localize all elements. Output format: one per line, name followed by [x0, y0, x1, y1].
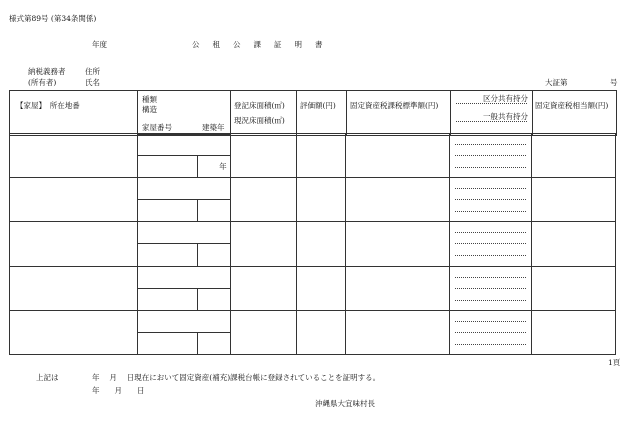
build-year-cell[interactable] — [197, 288, 230, 310]
fiscal-year-label: 年度 — [92, 40, 107, 49]
document-title — [192, 40, 336, 49]
property-table — [9, 90, 617, 136]
header-floor-area: 登記床面積(㎡) 現況床面積(㎡) — [231, 91, 297, 136]
page-number: 1頁 — [608, 358, 621, 367]
tax-base-cell[interactable] — [346, 310, 450, 354]
owner-label: (所有者) — [28, 78, 57, 87]
location-cell[interactable] — [10, 310, 138, 354]
type-structure-cell[interactable] — [137, 310, 230, 332]
floor-area-cell[interactable] — [230, 266, 296, 310]
header-house-location: 【家屋】 所在地番 — [10, 91, 138, 136]
share-cell[interactable] — [450, 310, 532, 354]
share-cell[interactable] — [450, 222, 532, 266]
location-cell[interactable] — [10, 134, 138, 178]
tax-amount-cell[interactable] — [532, 222, 616, 266]
header-tax-amount: 固定資産税相当額(円) — [533, 91, 617, 136]
tax-amount-cell[interactable] — [532, 266, 616, 310]
house-number-cell[interactable] — [137, 200, 197, 222]
house-number-cell[interactable] — [137, 288, 197, 310]
tax-base-cell[interactable] — [346, 134, 450, 178]
statement-text: 年 月 日現在において固定資産(補充)課税台帳に登録されていることを証明する。 — [92, 373, 381, 382]
form-number: 様式第89号 (第34条関係) — [9, 14, 97, 23]
certificate-number-suffix: 号 — [610, 78, 618, 87]
data-rows — [9, 134, 616, 355]
assessed-value-cell[interactable] — [296, 178, 346, 222]
assessed-value-cell[interactable] — [296, 310, 346, 354]
tax-amount-cell[interactable] — [532, 178, 616, 222]
floor-area-cell[interactable] — [230, 134, 296, 178]
house-number-cell[interactable] — [137, 244, 197, 266]
share-cell[interactable] — [450, 178, 532, 222]
issue-date: 年 月 日 — [92, 386, 145, 395]
build-year-cell[interactable] — [197, 244, 230, 266]
share-cell[interactable] — [450, 134, 532, 178]
title-char: 公 — [192, 40, 200, 49]
tax-amount-cell[interactable] — [532, 310, 616, 354]
floor-area-cell[interactable] — [230, 178, 296, 222]
tax-amount-cell[interactable] — [532, 134, 616, 178]
statement-label: 上記は — [36, 373, 59, 382]
assessed-value-cell[interactable] — [296, 222, 346, 266]
header-house-number: 家屋番号 — [138, 135, 198, 136]
title-char: 租 — [212, 40, 220, 49]
build-year-cell[interactable] — [197, 156, 230, 178]
header-assessed-value: 評価額(円) — [297, 91, 347, 136]
tax-base-cell[interactable] — [346, 266, 450, 310]
share-cell[interactable] — [450, 266, 532, 310]
house-number-cell[interactable] — [137, 156, 197, 178]
taxpayer-label: 納税義務者 — [28, 67, 66, 76]
assessed-value-cell[interactable] — [296, 134, 346, 178]
location-cell[interactable] — [10, 222, 138, 266]
header-share-portion: 区分共有持分 一般共有持分 — [451, 91, 533, 136]
header-tax-base: 固定資産税課税標準額(円) — [347, 91, 451, 136]
taxpayer-name-label: 氏名 — [85, 78, 100, 87]
house-number-cell[interactable] — [137, 332, 197, 354]
tax-base-cell[interactable] — [346, 222, 450, 266]
build-year-cell[interactable] — [197, 332, 230, 354]
title-char: 書 — [315, 40, 323, 49]
header-build-year: 建築年 — [198, 135, 231, 136]
title-char: 証 — [274, 40, 282, 49]
header-type-structure: 種類 構造 — [138, 91, 231, 135]
type-structure-cell[interactable] — [137, 222, 230, 244]
certificate-number-prefix: 大証第 — [545, 78, 568, 87]
type-structure-cell[interactable] — [137, 266, 230, 288]
issuer-name: 沖縄県大宜味村長 — [315, 399, 375, 408]
title-char: 明 — [294, 40, 302, 49]
title-char: 課 — [253, 40, 261, 49]
taxpayer-address-label: 住所 — [85, 67, 100, 76]
assessed-value-cell[interactable] — [296, 266, 346, 310]
location-cell[interactable] — [10, 178, 138, 222]
build-year-cell[interactable] — [197, 200, 230, 222]
title-char: 公 — [233, 40, 241, 49]
floor-area-cell[interactable] — [230, 310, 296, 354]
type-structure-cell[interactable] — [137, 134, 230, 156]
build-year-suffix: 年 — [219, 162, 227, 172]
tax-base-cell[interactable] — [346, 178, 450, 222]
floor-area-cell[interactable] — [230, 222, 296, 266]
type-structure-cell[interactable] — [137, 178, 230, 200]
location-cell[interactable] — [10, 266, 138, 310]
